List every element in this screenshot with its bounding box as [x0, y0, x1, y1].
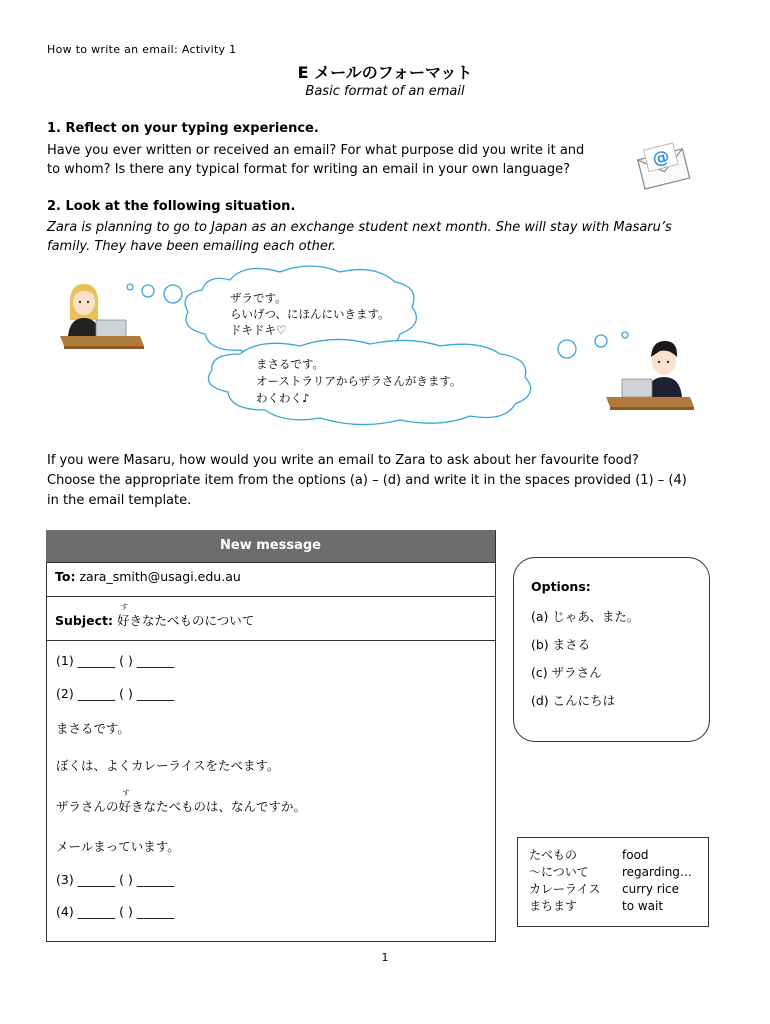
section2-heading: 2. Look at the following situation. — [47, 199, 296, 214]
zara-bubble-line2: らいげつ、にほんにいきます。 — [230, 307, 390, 321]
section1-line1: Have you ever written or received an email? For what purpose did you write it and — [47, 143, 585, 158]
masaru-bubble-line2: オーストラリアからザラさんがきます。 — [256, 374, 462, 388]
glossary-jp-1: たべもの — [529, 848, 578, 862]
page-subtitle: Basic format of an email — [305, 84, 465, 99]
body3-ruby: す — [122, 789, 130, 797]
email-body-line1: まさるです。 — [56, 721, 130, 736]
email-to-value: zara_smith@usagi.edu.au — [79, 569, 241, 584]
email-blank-4[interactable]: (4) ______ ( ) ______ — [56, 904, 175, 919]
glossary-jp-4: まちます — [529, 899, 578, 913]
glossary-en-2: regarding… — [622, 865, 692, 879]
email-subject-row — [47, 596, 495, 641]
email-body-line4: メールまっています。 — [56, 839, 180, 854]
email-blank-3[interactable]: (3) ______ ( ) ______ — [56, 872, 175, 887]
body3-rest: きなたべものは、なんですか。 — [131, 799, 307, 814]
activity-header: How to write an email: Activity 1 — [47, 43, 237, 56]
options-title: Options: — [531, 579, 591, 594]
glossary-jp-3: カレーライス — [529, 882, 601, 896]
subject-ruby: す — [120, 603, 128, 611]
instruction-line3: in the email template. — [47, 493, 192, 508]
option-a: (a) じゃあ、また。 — [531, 609, 640, 624]
glossary-en-4: to wait — [622, 899, 664, 913]
email-envelope-icon — [634, 140, 692, 192]
email-blank-1[interactable]: (1) ______ ( ) ______ — [56, 653, 175, 668]
email-subject-label: Subject: — [55, 613, 113, 628]
thought-bubbles — [120, 262, 640, 442]
glossary-en-3: curry rice — [622, 882, 680, 896]
body3-pre: ザラさんの — [56, 799, 119, 814]
section1-line2: to whom? Is there any typical format for writing an email in your own language? — [47, 162, 570, 177]
email-body-line3 — [56, 789, 307, 815]
page-number: 1 — [381, 951, 389, 964]
zara-bubble-line1: ザラです。 — [230, 291, 287, 305]
email-header: New message — [46, 530, 495, 562]
instruction-line1: If you were Masaru, how would you write an email to Zara to ask about her favourite food? — [47, 453, 639, 468]
instruction-line2: Choose the appropriate item from the options (a) – (d) and write it in the spaces provided (1) – (4) — [47, 473, 687, 488]
email-to-label: To: — [55, 569, 76, 584]
section2-line2: family. They have been emailing each other. — [47, 239, 337, 254]
section1-heading: 1. Reflect on your typing experience. — [47, 121, 319, 136]
option-d: (d) こんにちは — [531, 693, 616, 708]
email-to-row — [47, 562, 495, 597]
masaru-bubble-line1: まさるです。 — [256, 357, 324, 371]
svg-text:@: @ — [650, 146, 672, 170]
email-subject-value: きなたべものについて — [129, 613, 255, 628]
option-c: (c) ザラさん — [531, 665, 602, 680]
glossary-en-1: food — [622, 848, 649, 862]
option-b: (b) まさる — [531, 637, 591, 652]
email-body-divider — [47, 640, 495, 641]
page-title: E メールのフォーマット — [297, 63, 473, 82]
email-body-line2: ぼくは、よくカレーライスをたべます。 — [56, 758, 280, 773]
email-blank-2[interactable]: (2) ______ ( ) ______ — [56, 686, 175, 701]
zara-bubble-line3: ドキドキ♡ — [230, 323, 287, 337]
section2-line1: Zara is planning to go to Japan as an exchange student next month. She will stay with Masaru’s — [47, 220, 672, 235]
glossary-jp-2: ～について — [529, 865, 589, 879]
body3-kanji: 好 — [118, 799, 132, 814]
subject-kanji: 好 — [116, 613, 130, 628]
masaru-bubble-line3: わくわく♪ — [256, 391, 310, 405]
